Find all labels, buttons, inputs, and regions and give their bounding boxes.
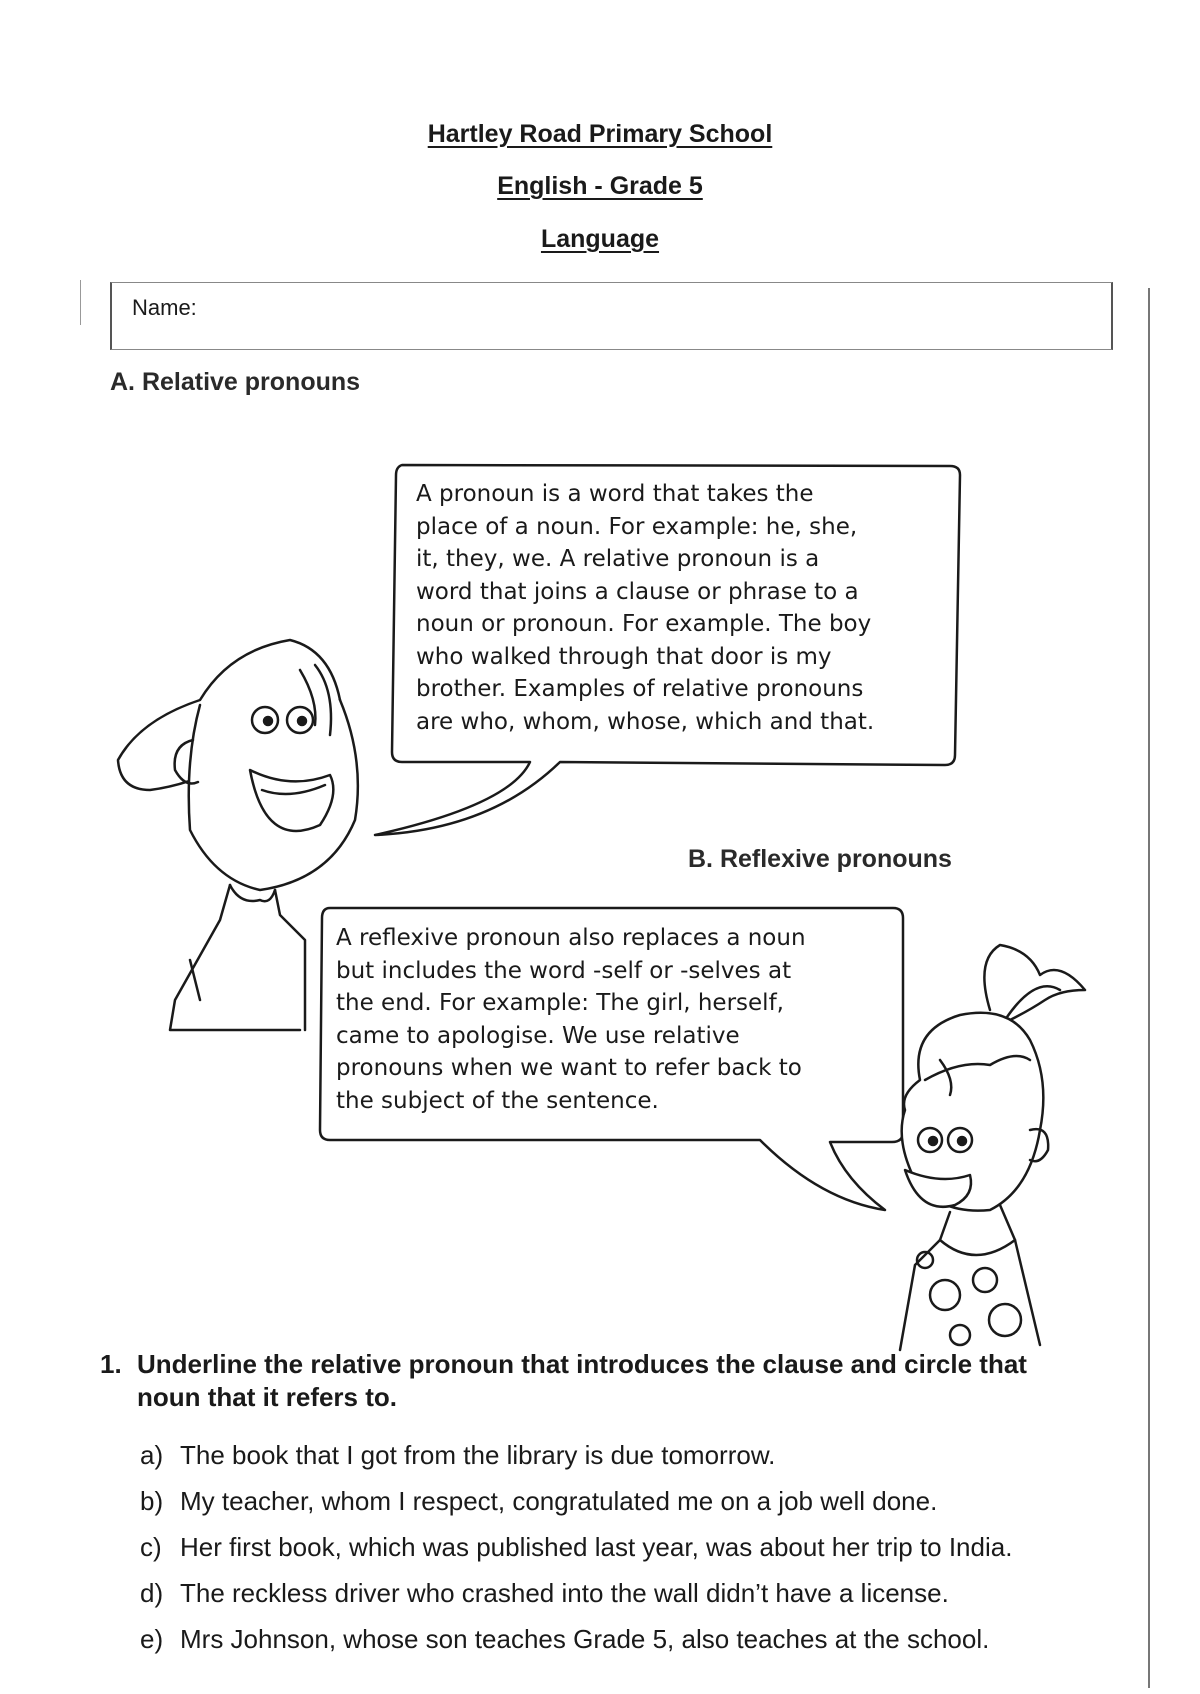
bubble-line: noun or pronoun. For example. The boy <box>416 611 872 637</box>
bubble-line: A pronoun is a word that takes the <box>416 481 814 507</box>
bubble-line: the end. For example: The girl, herself, <box>336 990 784 1016</box>
item-sentence[interactable]: My teacher, whom I respect, congratulated me on a job well done. <box>180 1486 938 1516</box>
section-b-title: B. Reflexive pronouns <box>688 845 952 873</box>
bubble-line: A reflexive pronoun also replaces a noun <box>336 925 806 951</box>
item-label: a) <box>140 1440 164 1470</box>
subject-heading: English - Grade 5 <box>497 172 703 200</box>
bubble-line: brother. Examples of relative pronouns <box>416 676 864 702</box>
question-number: 1. <box>100 1349 122 1379</box>
bubble-line: the subject of the sentence. <box>336 1087 659 1114</box>
name-label: Name: <box>132 295 197 320</box>
school-name: Hartley Road Primary School <box>427 120 773 148</box>
bubble-line: place of a noun. For example: he, she, <box>416 513 858 540</box>
bubble-line: are who, whom, whose, which and that. <box>416 708 875 735</box>
item-sentence[interactable]: Mrs Johnson, whose son teaches Grade 5, also teaches at the school. <box>180 1624 990 1654</box>
bubble-line: but includes the word -self or -selves at <box>336 957 792 984</box>
item-sentence[interactable]: Her first book, which was published last year, was about her trip to India. <box>180 1532 1013 1562</box>
question-instruction: Underline the relative pronoun that introduces the clause and circle that noun that it refers to. <box>137 1349 1027 1412</box>
section-a-title: A. Relative pronouns <box>110 368 361 396</box>
girl-cartoon <box>900 945 1085 1350</box>
bubble-line: who walked through that door is my <box>416 643 832 670</box>
item-label: e) <box>140 1624 164 1654</box>
reflexive-pronoun-explanation <box>336 922 891 1117</box>
topic-heading: Language <box>540 225 660 253</box>
bubble-line: it, they, we. A relative pronoun is a <box>416 546 820 572</box>
bubble-line: came to apologise. We use relative <box>336 1022 740 1049</box>
relative-pronoun-explanation <box>416 478 946 738</box>
item-label: c) <box>140 1532 162 1562</box>
item-label: d) <box>140 1578 164 1608</box>
bubble-line: pronouns when we want to refer back to <box>336 1055 802 1081</box>
item-sentence[interactable]: The reckless driver who crashed into the wall didn’t have a license. <box>180 1578 949 1608</box>
item-sentence[interactable]: The book that I got from the library is due tomorrow. <box>180 1440 776 1470</box>
bubble-line: word that joins a clause or phrase to a <box>416 578 859 605</box>
item-label: b) <box>140 1486 164 1516</box>
